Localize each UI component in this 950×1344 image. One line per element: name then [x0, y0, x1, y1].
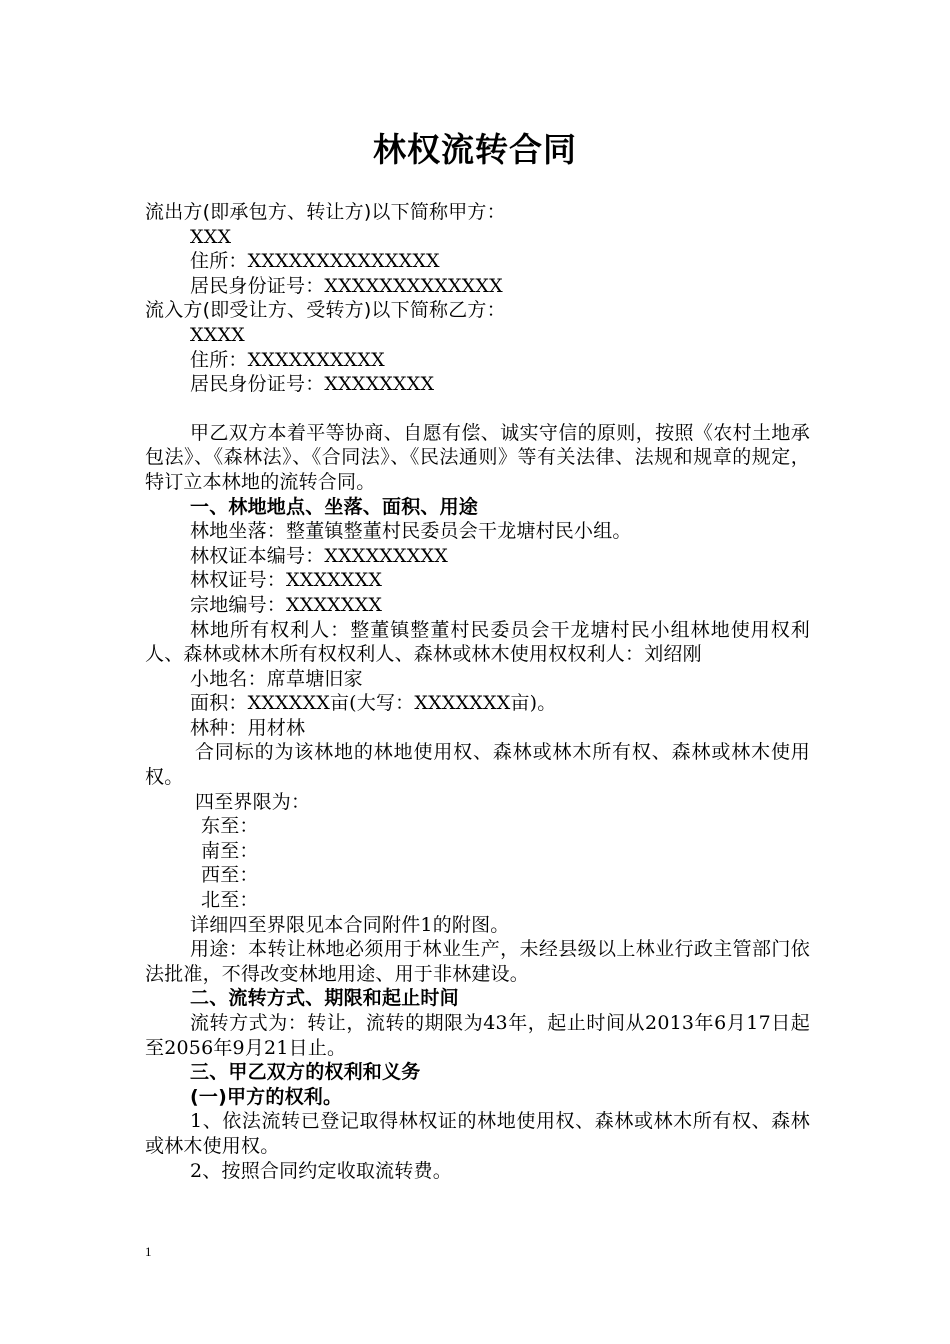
document-body — [145, 200, 810, 1183]
party-a-right-2: 2、按照合同约定收取流转费。 — [190, 1159, 452, 1182]
document-title: 林权流转合同 — [373, 130, 577, 169]
land-usage: 用途：本转让林地必须用于林业生产，未经县级以上林业行政主管部门依法批准，不得改变林地用途、用于非林建设。 — [145, 938, 810, 985]
spacer — [145, 397, 810, 421]
section1-heading: 一、林地地点、坐落、面积、用途 — [190, 495, 479, 518]
section2-heading: 二、流转方式、期限和起止时间 — [190, 987, 459, 1010]
boundary-south: 南至： — [201, 839, 259, 862]
transfer-terms: 流转方式为：转让，流转的期限为43年，起止时间从2013年6月17日起至2056年9月21日止。 — [145, 1012, 810, 1059]
boundary-west: 西至： — [201, 864, 259, 887]
place-name: 小地名：席草塘旧家 — [190, 667, 363, 690]
party-a-name: XXX — [190, 225, 232, 248]
preamble: 甲乙双方本着平等协商、自愿有偿、诚实守信的原则，按照《农村土地承包法》、《森林法》、《合同法》、《民法通则》等有关法律、法规和规章的规定，特订立本林地的流转合同。 — [145, 421, 810, 493]
party-b-address: 住所：XXXXXXXXXX — [190, 348, 385, 371]
contract-subject: 合同标的为该林地的林地使用权、森林或林木所有权、森林或林木使用权。 — [145, 741, 810, 789]
boundary-north: 北至： — [201, 889, 259, 912]
party-a-id: 居民身份证号：XXXXXXXXXXXXX — [190, 274, 503, 297]
parcel-number: 宗地编号：XXXXXXX — [190, 593, 383, 616]
cert-book-number: 林权证本编号：XXXXXXXXX — [190, 544, 448, 567]
party-a-address: 住所：XXXXXXXXXXXXXX — [190, 250, 440, 273]
party-a-heading: 流出方(即承包方、转让方)以下简称甲方： — [145, 201, 506, 223]
section3-heading: 三、甲乙双方的权利和义务 — [190, 1061, 421, 1084]
party-b-heading: 流入方(即受让方、受转方)以下简称乙方： — [145, 299, 506, 322]
boundary-note: 详细四至界限见本合同附件1的附图。 — [190, 913, 510, 936]
boundary-heading: 四至界限为： — [195, 790, 311, 813]
boundary-east: 东至： — [201, 815, 259, 838]
page-number: 1 — [145, 1244, 152, 1259]
section3-sub-heading: (一)甲方的权利。 — [190, 1085, 343, 1108]
forest-type: 林种：用材林 — [190, 716, 306, 739]
forest-location: 林地坐落：整董镇整董村民委员会干龙塘村民小组。 — [190, 520, 632, 543]
party-b-name: XXXX — [190, 323, 245, 346]
forest-owner: 林地所有权利人：整董镇整董村民委员会干龙塘村民小组林地使用权利人、森林或林木所有权权利人、森林或林木使用权权利人：刘绍刚 — [145, 618, 810, 666]
party-a-right-1: 1、依法流转已登记取得林权证的林地使用权、森林或林木所有权、森林或林木使用权。 — [145, 1110, 810, 1157]
forest-area: 面积：XXXXXX亩(大写：XXXXXXX亩)。 — [190, 692, 557, 715]
cert-number: 林权证号：XXXXXXX — [190, 569, 383, 592]
party-b-id: 居民身份证号：XXXXXXXX — [190, 373, 435, 396]
